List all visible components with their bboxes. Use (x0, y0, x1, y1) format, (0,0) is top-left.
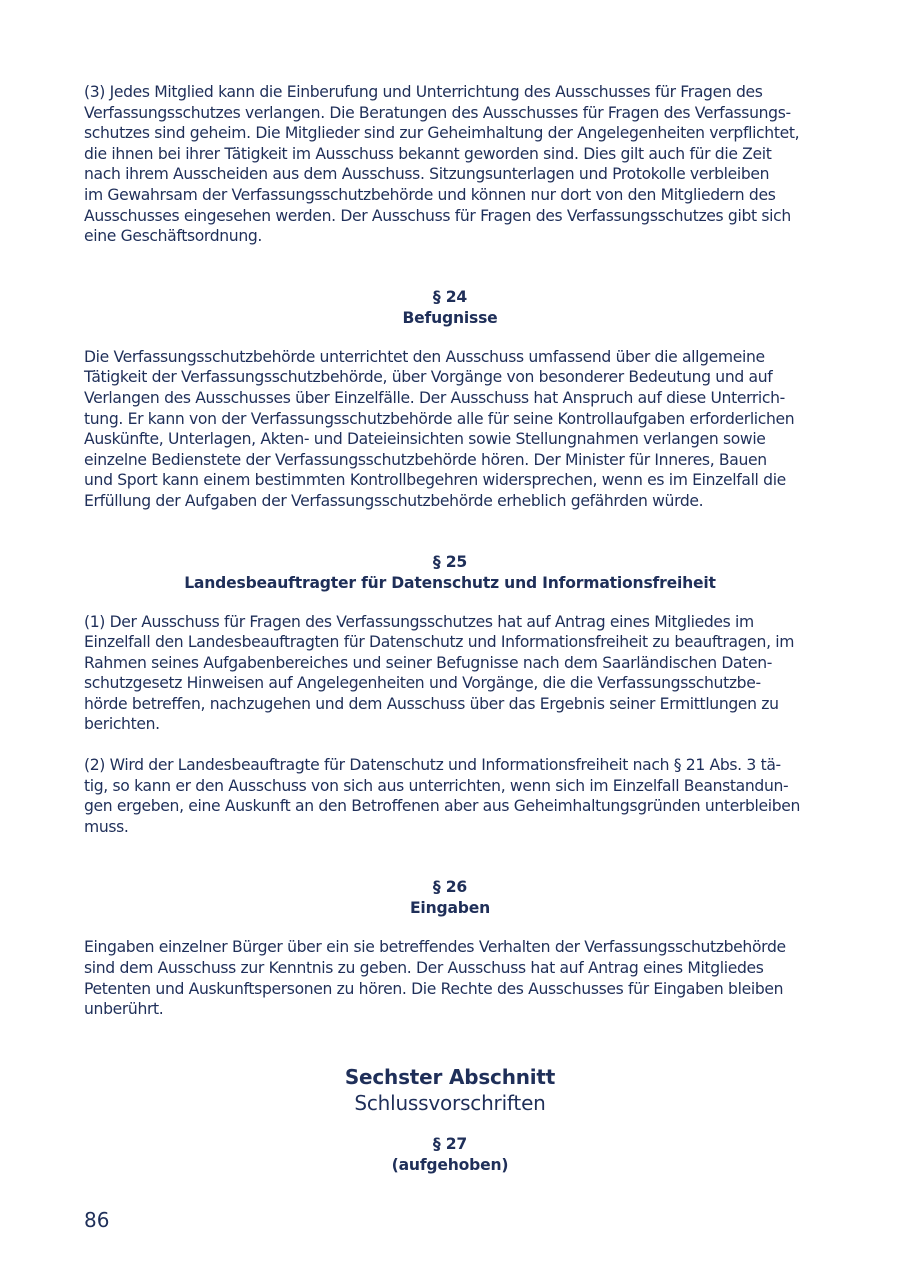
section-25-number: § 25 (432, 552, 468, 571)
section-26-paragraph (84, 937, 816, 1019)
part-6-subtitle: Schlussvorschriften (354, 1090, 546, 1115)
text-line: sind dem Ausschuss zur Kenntnis zu geben. Der Ausschuss hat auf Antrag eines Mitgliedes (84, 959, 764, 978)
text-line: nach ihrem Ausscheiden aus dem Ausschuss. Sitzungsunterlagen und Protokolle verbleiben (84, 165, 770, 184)
text-line: (2) Wird der Landesbeauftragte für Datenschutz und Informationsfreiheit nach § 21 Abs. 3 tä- (84, 756, 781, 775)
text-line: (3) Jedes Mitglied kann die Einberufung und Unterrichtung des Ausschusses für Fragen des (84, 83, 763, 101)
text-line: einzelne Bedienstete der Verfassungsschutzbehörde hören. Der Minister für Inneres, Bauen (84, 450, 767, 469)
part-6-title: Sechster Abschnitt (344, 1064, 556, 1089)
section-24-heading (84, 287, 816, 329)
text-line: muss. (84, 817, 129, 836)
section-24-paragraph (84, 347, 816, 512)
text-line: berichten. (84, 715, 160, 734)
section-26-title: Eingaben (409, 899, 491, 918)
text-line: die ihnen bei ihrer Tätigkeit im Ausschuss bekannt geworden sind. Dies gilt auch für die Zeit (84, 144, 772, 163)
section-27-title: (aufgehoben) (391, 1155, 509, 1174)
text-line: tig, so kann er den Ausschuss von sich aus unterrichten, wenn sich im Einzelfall Beanstandun- (84, 776, 789, 795)
intro-paragraph (84, 82, 816, 247)
section-25-paragraph-1 (84, 612, 816, 736)
text-line: Tätigkeit der Verfassungsschutzbehörde, über Vorgänge von besonderer Bedeutung und auf (84, 368, 773, 387)
page-number: 86 (84, 1208, 110, 1232)
section-24-title: Befugnisse (402, 308, 498, 327)
section-25-heading (84, 552, 816, 594)
text-line: Erfüllung der Aufgaben der Verfassungsschutzbehörde erheblich gefährden würde. (84, 491, 704, 510)
text-line: schutzes sind geheim. Die Mitglieder sind zur Geheimhaltung der Angelegenheiten verpflichtet, (84, 124, 800, 143)
text-line: schutzgesetz Hinweisen auf Angelegenheiten und Vorgänge, die die Verfassungsschutzbe- (84, 674, 761, 693)
text-line: eine Geschäftsordnung. (84, 227, 263, 246)
part-6-heading (84, 1064, 816, 1116)
text-line: Petenten und Auskunftspersonen zu hören. Die Rechte des Ausschusses für Eingaben bleiben (84, 979, 784, 998)
section-26-number: § 26 (432, 878, 468, 897)
text-line: im Gewahrsam der Verfassungsschutzbehörde und können nur dort von den Mitgliedern des (84, 185, 776, 204)
section-27-number: § 27 (432, 1134, 468, 1153)
section-25-title: Landesbeauftragter für Datenschutz und Informationsfreiheit (184, 573, 716, 592)
text-line: (1) Der Ausschuss für Fragen des Verfassungsschutzes hat auf Antrag eines Mitgliedes im (84, 612, 754, 631)
section-27-heading (84, 1134, 816, 1176)
section-26-heading (84, 877, 816, 919)
text-line: Ausschusses eingesehen werden. Der Ausschuss für Fragen des Verfassungsschutzes gibt sich (84, 206, 791, 225)
text-line: tung. Er kann von der Verfassungsschutzbehörde alle für seine Kontrollaufgaben erforderlichen (84, 409, 795, 428)
text-line: Einzelfall den Landesbeauftragten für Datenschutz und Informationsfreiheit zu beauftragen, im (84, 633, 795, 652)
text-line: und Sport kann einem bestimmten Kontrollbegehren widersprechen, wenn es im Einzelfall die (84, 471, 786, 490)
text-line: unberührt. (84, 1000, 164, 1019)
text-line: hörde betreffen, nachzugehen und dem Ausschuss über das Ergebnis seiner Ermittlungen zu (84, 694, 779, 713)
document-page (84, 82, 816, 1176)
text-line: Eingaben einzelner Bürger über ein sie betreffendes Verhalten der Verfassungsschutzbehörde (84, 938, 786, 957)
text-line: Rahmen seines Aufgabenbereiches und seiner Befugnisse nach dem Saarländischen Daten- (84, 653, 773, 672)
text-line: Verfassungsschutzes verlangen. Die Beratungen des Ausschusses für Fragen des Verfassungs- (84, 103, 791, 122)
text-line: Verlangen des Ausschusses über Einzelfälle. Der Ausschuss hat Anspruch auf diese Unterrich- (84, 388, 785, 407)
text-line: Auskünfte, Unterlagen, Akten- und Dateieinsichten sowie Stellungnahmen verlangen sowie (84, 430, 766, 449)
text-line: gen ergeben, eine Auskunft an den Betroffenen aber aus Geheimhaltungsgründen unterbleiben (84, 797, 801, 816)
text-line: Die Verfassungsschutzbehörde unterrichtet den Ausschuss umfassend über die allgemeine (84, 347, 765, 366)
section-24-number: § 24 (432, 287, 468, 306)
section-25-paragraph-2 (84, 755, 816, 837)
